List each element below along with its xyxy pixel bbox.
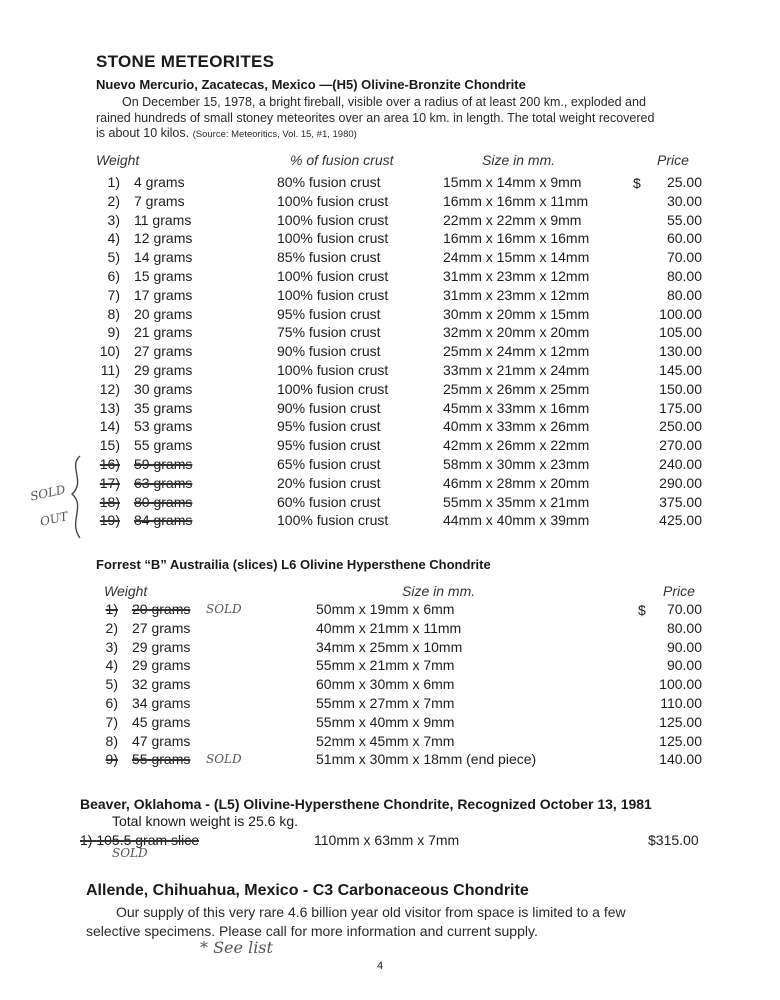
row-number: 5) (107, 249, 120, 266)
section-heading: STONE METEORITES (96, 52, 275, 71)
beaver-item-price: $315.00 (648, 832, 699, 848)
row-size: 51mm x 30mm x 18mm (end piece) (316, 751, 537, 768)
row-weight: 27 grams (132, 619, 191, 636)
row-weight: 35 grams (134, 399, 193, 416)
row-size: 52mm x 45mm x 7mm (316, 732, 455, 749)
col-header-fusion-crust: % of fusion crust (290, 152, 394, 168)
row-size: 55mm x 21mm x 7mm (316, 657, 455, 674)
row-number: 10) (99, 343, 120, 360)
row-number: 15) (99, 437, 120, 454)
beaver-item-size: 110mm x 63mm x 7mm (314, 832, 460, 848)
row-fusion-crust: 100% fusion crust (277, 380, 389, 397)
row-number: 6) (105, 695, 118, 711)
row-weight: 84 grams (134, 512, 193, 529)
row-weight: 12 grams (134, 230, 193, 247)
row-price: 25.00 (666, 174, 702, 190)
sold-note: SOLD (28, 482, 67, 504)
row-price: 30.00 (666, 192, 702, 209)
row-fusion-crust: 80% fusion crust (277, 174, 381, 190)
row-size: 46mm x 28mm x 20mm (443, 474, 590, 491)
row-price: 100.00 (659, 676, 702, 693)
row-number: 4) (105, 657, 118, 674)
description-line: rained hundreds of small stoney meteorites over an area 10 km. in length. The total weight recovered (96, 110, 655, 125)
row-price: 175.00 (659, 399, 702, 416)
col-header-size: Size in mm. (402, 583, 476, 599)
row-number: 2) (107, 192, 120, 209)
row-price: 270.00 (659, 437, 702, 454)
row-size: 44mm x 40mm x 39mm (443, 512, 590, 529)
row-number: 12) (99, 380, 120, 397)
row-price: 240.00 (659, 456, 702, 472)
row-fusion-crust: 100% fusion crust (277, 362, 389, 378)
row-price: 90.00 (666, 657, 702, 674)
row-weight: 14 grams (134, 249, 193, 266)
row-fusion-crust: 20% fusion crust (277, 474, 381, 491)
row-price: 80.00 (666, 619, 702, 636)
allende-heading: Allende, Chihuahua, Mexico - C3 Carbonaceous Chondrite (86, 882, 529, 899)
beaver-heading: Beaver, Oklahoma - (L5) Olivine-Hypersthene Chondrite, Recognized October 13, 1981 (80, 796, 652, 812)
row-number: 2) (105, 619, 118, 636)
row-weight: 53 grams (134, 418, 193, 435)
row-weight: 11 grams (134, 211, 192, 228)
col-header-price: Price (657, 152, 689, 168)
row-weight: 59 grams (134, 456, 193, 472)
row-fusion-crust: 60% fusion crust (277, 493, 381, 510)
row-size: 25mm x 24mm x 12mm (443, 343, 590, 360)
row-price: 140.00 (659, 751, 702, 768)
row-weight: 32 grams (132, 676, 191, 693)
row-price: 125.00 (659, 732, 702, 749)
row-weight: 21 grams (134, 324, 193, 341)
description-line: On December 15, 1978, a bright fireball, visible over a radius of at least 200 km., exploded and (122, 95, 646, 109)
row-number: 18) (99, 493, 120, 510)
row-number: 5) (105, 676, 118, 693)
row-number: 3) (105, 638, 118, 655)
row-fusion-crust: 90% fusion crust (277, 399, 381, 416)
row-size: 15mm x 14mm x 9mm (443, 174, 582, 190)
row-weight: 45 grams (132, 713, 191, 730)
currency-symbol: $ (638, 602, 646, 618)
row-price: 105.00 (659, 324, 702, 341)
row-size: 40mm x 21mm x 11mm (316, 619, 462, 636)
row-size: 40mm x 33mm x 26mm (443, 418, 590, 435)
row-price: 290.00 (659, 474, 702, 491)
row-size: 42mm x 26mm x 22mm (443, 437, 590, 454)
row-weight: 15 grams (134, 268, 193, 284)
row-weight: 29 grams (134, 362, 193, 378)
row-number: 8) (105, 732, 118, 749)
beaver-known-weight: Total known weight is 25.6 kg. (112, 813, 298, 829)
row-size: 45mm x 33mm x 16mm (443, 399, 590, 416)
row-size: 24mm x 15mm x 14mm (443, 249, 590, 266)
row-number: 14) (99, 418, 120, 435)
row-price: 100.00 (659, 305, 702, 322)
row-size: 31mm x 23mm x 12mm (443, 268, 590, 284)
row-weight: 4 grams (134, 174, 185, 190)
row-fusion-crust: 100% fusion crust (277, 192, 389, 209)
row-weight: 34 grams (132, 695, 191, 711)
row-number: 1) (107, 174, 120, 190)
row-weight: 7 grams (134, 192, 185, 209)
row-weight: 29 grams (132, 657, 191, 674)
row-fusion-crust: 90% fusion crust (277, 343, 381, 360)
row-fusion-crust: 100% fusion crust (277, 230, 389, 247)
row-weight: 63 grams (134, 474, 193, 491)
row-fusion-crust: 100% fusion crust (277, 286, 389, 303)
row-number: 4) (107, 230, 120, 247)
row-number: 1) (105, 601, 118, 617)
row-size: 55mm x 40mm x 9mm (316, 713, 455, 730)
row-price: 125.00 (659, 713, 702, 730)
page-number: 4 (377, 960, 384, 972)
row-fusion-crust: 95% fusion crust (277, 418, 381, 435)
row-number: 7) (105, 713, 118, 730)
row-price: 145.00 (659, 362, 702, 378)
nuevo-mercurio-description (96, 95, 746, 143)
nuevo-mercurio-heading: Nuevo Mercurio, Zacatecas, Mexico —(H5) Olivine-Bronzite Chondrite (96, 77, 526, 92)
forrest-heading: Forrest “B” Austrailia (slices) L6 Olivine Hypersthene Chondrite (96, 557, 491, 572)
row-weight: 20 grams (132, 601, 191, 617)
row-weight: 17 grams (134, 286, 193, 303)
row-weight: 47 grams (132, 732, 191, 749)
row-price: 80.00 (666, 286, 702, 303)
row-size: 58mm x 30mm x 23mm (443, 456, 590, 472)
row-size: 30mm x 20mm x 15mm (443, 305, 590, 322)
row-size: 55mm x 35mm x 21mm (443, 493, 590, 510)
col-header-weight: Weight (96, 152, 140, 168)
row-size: 32mm x 20mm x 20mm (443, 324, 590, 341)
col-header-price: Price (663, 583, 695, 599)
row-price: 90.00 (666, 638, 702, 655)
row-weight: 20 grams (134, 305, 193, 322)
source-citation: (Source: Meteoritics, Vol. 15, #1, 1980) (192, 129, 357, 140)
sold-note: SOLD (206, 602, 242, 616)
row-fusion-crust: 100% fusion crust (277, 268, 389, 284)
row-number: 8) (107, 305, 120, 322)
row-size: 50mm x 19mm x 6mm (316, 601, 455, 617)
out-note: OUT (38, 509, 70, 529)
row-price: 250.00 (659, 418, 702, 435)
row-number: 17) (99, 474, 120, 491)
row-number: 11) (100, 362, 120, 378)
row-price: 130.00 (659, 343, 702, 360)
col-header-size: Size in mm. (482, 152, 556, 168)
row-price: 80.00 (666, 268, 702, 284)
description-line: Our supply of this very rare 4.6 billion year old visitor from space is limited to a few (116, 904, 626, 920)
row-fusion-crust: 95% fusion crust (277, 305, 381, 322)
row-weight: 55 grams (134, 437, 193, 454)
description-line: selective specimens. Please call for more information and current supply. (86, 923, 538, 939)
row-number: 3) (107, 211, 120, 228)
row-fusion-crust: 85% fusion crust (277, 249, 381, 266)
row-price: 70.00 (666, 601, 702, 617)
row-price: 150.00 (659, 380, 702, 397)
row-size: 34mm x 25mm x 10mm (316, 638, 463, 655)
row-number: 9) (107, 324, 120, 341)
row-weight: 80 grams (134, 493, 193, 510)
sold-note: SOLD (206, 752, 242, 767)
row-size: 33mm x 21mm x 24mm (443, 362, 590, 378)
row-fusion-crust: 65% fusion crust (277, 456, 381, 472)
row-price: 425.00 (659, 512, 702, 529)
beaver-item-num: 1) (80, 832, 93, 848)
sold-note: SOLD (112, 846, 148, 860)
row-price: 60.00 (666, 230, 702, 247)
row-number: 19) (99, 512, 120, 529)
row-fusion-crust: 75% fusion crust (277, 324, 381, 341)
description-line: is about 10 kilos. (96, 126, 190, 140)
beaver-item-weight-text: 105.5 gram slice (96, 832, 200, 848)
row-number: 13) (99, 399, 120, 416)
row-price: 110.00 (660, 695, 702, 711)
row-price: 70.00 (666, 249, 702, 266)
row-number: 16) (99, 456, 120, 472)
row-number: 7) (107, 286, 120, 303)
row-size: 25mm x 26mm x 25mm (443, 380, 590, 397)
row-size: 60mm x 30mm x 6mm (316, 676, 455, 693)
row-size: 16mm x 16mm x 16mm (443, 230, 590, 247)
row-fusion-crust: 95% fusion crust (277, 437, 381, 454)
row-weight: 30 grams (134, 380, 193, 397)
allende-description (86, 903, 736, 941)
row-size: 22mm x 22mm x 9mm (443, 211, 582, 228)
row-size: 55mm x 27mm x 7mm (316, 695, 455, 711)
row-number: 6) (107, 268, 120, 284)
row-size: 31mm x 23mm x 12mm (443, 286, 590, 303)
row-weight: 27 grams (134, 343, 193, 360)
row-fusion-crust: 100% fusion crust (277, 512, 389, 529)
row-size: 16mm x 16mm x 11mm (443, 192, 589, 209)
currency-symbol: $ (633, 175, 641, 191)
row-price: 375.00 (659, 493, 702, 510)
see-list-note: * See list (200, 938, 273, 957)
row-weight: 55 grams (132, 751, 191, 768)
row-fusion-crust: 100% fusion crust (277, 211, 389, 228)
col-header-weight: Weight (104, 583, 148, 599)
row-price: 55.00 (666, 211, 702, 228)
row-weight: 29 grams (132, 638, 191, 655)
row-number: 9) (105, 751, 118, 768)
